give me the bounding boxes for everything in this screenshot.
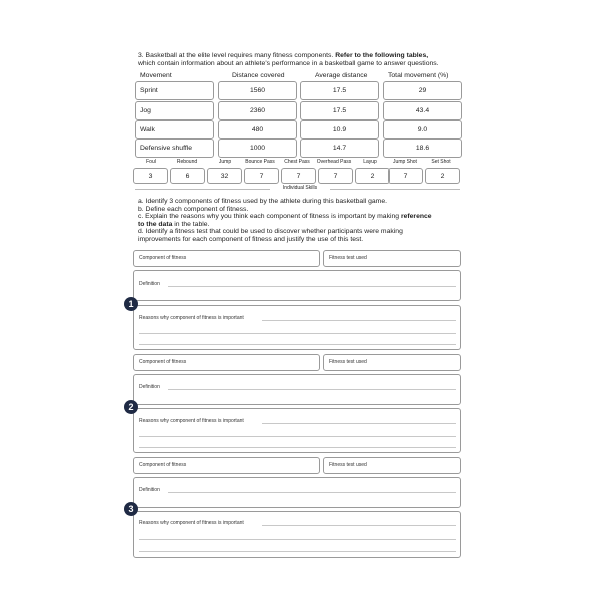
table-cell: 43.4 bbox=[383, 101, 462, 120]
table-cell: 17.5 bbox=[300, 81, 379, 100]
writing-line bbox=[139, 344, 456, 345]
table-cell: 29 bbox=[383, 81, 462, 100]
reasons-label: Reasons why component of fitness is important bbox=[139, 315, 244, 321]
table-cell: 2360 bbox=[218, 101, 297, 120]
writing-line bbox=[168, 389, 456, 390]
header-total: Total movement (%) bbox=[388, 72, 449, 79]
task-c-bold: to the data bbox=[138, 220, 173, 228]
definition-label: Definition bbox=[139, 487, 160, 493]
writing-line bbox=[139, 551, 456, 552]
test-label: Fitness test used bbox=[329, 255, 367, 261]
task-d: improvements for each component of fitness and justify the use of this test. bbox=[138, 235, 364, 243]
task-c-bold: reference bbox=[400, 213, 432, 221]
skill-value: 7 bbox=[388, 168, 423, 184]
component-label: Component of fitness bbox=[139, 359, 187, 365]
skill-label: Foul bbox=[146, 159, 156, 165]
table-cell: Sprint bbox=[135, 81, 214, 100]
section-number-badge: 1 bbox=[124, 297, 138, 311]
table-cell: 1000 bbox=[218, 139, 297, 158]
question-line1-bold: Refer to the following tables, bbox=[335, 52, 429, 59]
skill-value: 2 bbox=[425, 168, 460, 184]
skill-value: 7 bbox=[281, 168, 316, 184]
skill-label: Jump bbox=[218, 159, 232, 165]
component-label: Component of fitness bbox=[139, 255, 187, 261]
skill-value: 32 bbox=[207, 168, 242, 184]
table-cell: 10.9 bbox=[300, 120, 379, 139]
table-cell: 14.7 bbox=[300, 139, 379, 158]
table-cell: Walk bbox=[135, 120, 214, 139]
definition-label: Definition bbox=[139, 384, 160, 390]
component-label: Component of fitness bbox=[139, 462, 187, 468]
task-d: d. Identify a fitness test that could be used to discover whether participants were making bbox=[138, 228, 403, 236]
table-cell: 9.0 bbox=[383, 120, 462, 139]
writing-line bbox=[139, 447, 456, 448]
task-c-end: in the table. bbox=[174, 220, 210, 228]
table-cell: 18.6 bbox=[383, 139, 462, 158]
table-cell: 1560 bbox=[218, 81, 297, 100]
writing-line bbox=[262, 320, 456, 321]
test-label: Fitness test used bbox=[329, 359, 367, 365]
skill-label: Set Shot bbox=[431, 159, 451, 165]
skill-value: 7 bbox=[318, 168, 353, 184]
table-cell: 17.5 bbox=[300, 101, 379, 120]
section-number-badge: 3 bbox=[124, 502, 138, 516]
test-label: Fitness test used bbox=[329, 462, 367, 468]
table-cell: Defensive shuffle bbox=[135, 139, 214, 158]
writing-line bbox=[168, 492, 456, 493]
skill-label: Layup bbox=[363, 159, 377, 165]
reasons-label: Reasons why component of fitness is important bbox=[139, 520, 244, 526]
skill-label: Overhead Pass bbox=[316, 159, 352, 165]
writing-line bbox=[139, 539, 456, 540]
writing-line bbox=[168, 286, 456, 287]
question-line1: 3. Basketball at the elite level requires many fitness components. bbox=[138, 52, 334, 59]
skills-caption: Individual Skills bbox=[270, 185, 330, 191]
table-cell: 480 bbox=[218, 120, 297, 139]
header-movement: Movement bbox=[140, 72, 172, 79]
skill-label: Chest Pass bbox=[284, 159, 310, 165]
writing-line bbox=[139, 436, 456, 437]
skill-value: 7 bbox=[244, 168, 279, 184]
question-text bbox=[138, 52, 468, 69]
section-number-badge: 2 bbox=[124, 400, 138, 414]
writing-line bbox=[139, 333, 456, 334]
task-instructions bbox=[138, 198, 468, 244]
header-distance: Distance covered bbox=[232, 72, 285, 79]
skill-label: Rebound bbox=[176, 159, 198, 165]
task-b: b. Define each component of fitness. bbox=[138, 205, 249, 213]
skill-label: Bounce Pass bbox=[245, 159, 275, 165]
writing-line bbox=[262, 423, 456, 424]
header-average: Average distance bbox=[315, 72, 368, 79]
skill-label: Jump Shot bbox=[393, 159, 417, 165]
table-cell: Jog bbox=[135, 101, 214, 120]
reasons-label: Reasons why component of fitness is important bbox=[139, 418, 244, 424]
question-line2: which contain information about an athlete's performance in a basketball game to answer questions. bbox=[138, 60, 439, 68]
definition-label: Definition bbox=[139, 281, 160, 287]
task-a: a. Identify 3 components of fitness used by the athlete during this basketball game. bbox=[138, 198, 387, 205]
skill-value: 2 bbox=[355, 168, 390, 184]
writing-line bbox=[262, 525, 456, 526]
task-c: c. Explain the reasons why you think each component of fitness is important by making bbox=[138, 213, 400, 221]
skill-value: 3 bbox=[133, 168, 168, 184]
skill-value: 6 bbox=[170, 168, 205, 184]
